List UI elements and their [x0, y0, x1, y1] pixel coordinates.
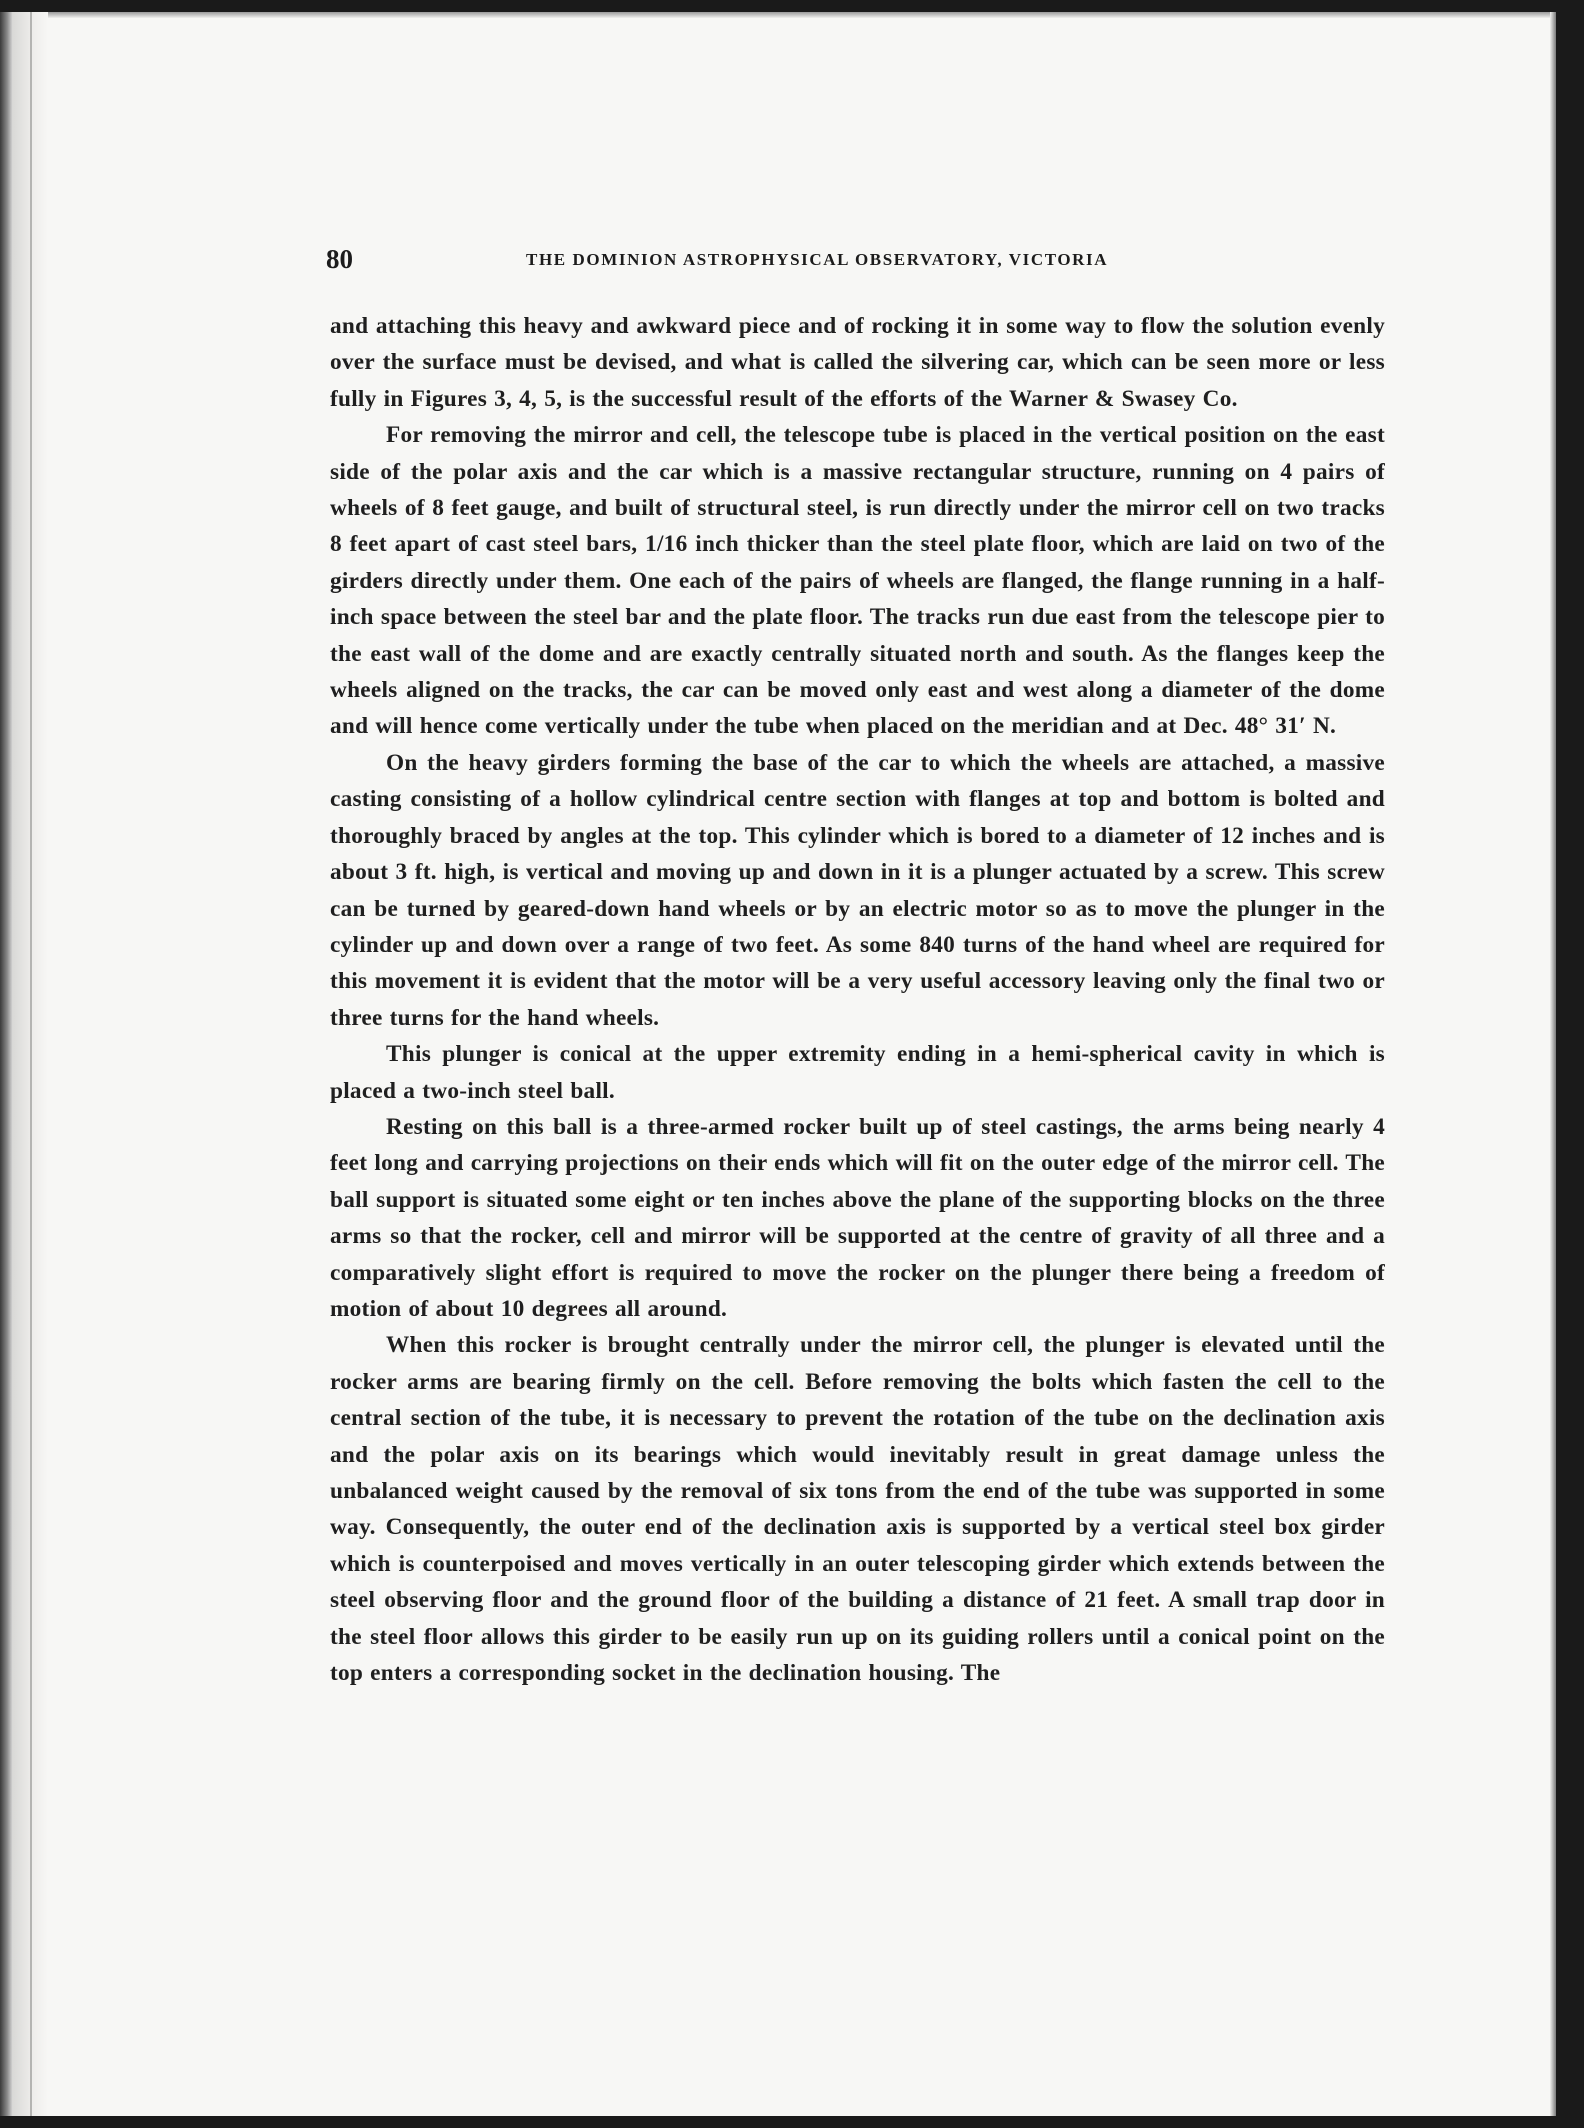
binding-shadow [0, 12, 12, 2116]
page-top-edge [0, 12, 1556, 18]
running-head: THE DOMINION ASTROPHYSICAL OBSERVATORY, VICTORIA [526, 250, 1109, 269]
page-number: 80 [326, 244, 353, 274]
gutter-line [30, 12, 32, 2116]
page-right-edge [1550, 12, 1556, 2116]
body-text [330, 308, 1385, 1691]
paragraph: and attaching this heavy and awkward piece and of rocking it in some way to flow the solution evenly over the surface must be devised, and what is called the silvering car, which can be seen more or less fully in Figures 3, 4, 5, is the successful result of the efforts of the Warner & Swasey Co. [330, 313, 1385, 412]
paragraph: This plunger is conical at the upper extremity ending in a hemi-spherical cavity in which is placed a two-inch steel ball. [330, 1041, 1385, 1104]
paragraph: Resting on this ball is a three-armed rocker built up of steel castings, the arms being nearly 4 feet long and carrying projections on their ends which will fit on the outer edge of the mirror cell. The ball support is situated some eight or ten inches above the plane of the supporting blocks on the three arms so that the rocker, cell and mirror will be supported at the centre of gravity of all three and a comparatively slight effort is required to move the rocker on the plunger there being a freedom of motion of about 10 degrees all around. [330, 1113, 1385, 1322]
paragraph: On the heavy girders forming the base of the car to which the wheels are attached, a massive casting consisting of a hollow cylindrical centre section with flanges at top and bottom is bolted and thoroughly braced by angles at the top. This cylinder which is bored to a diameter of 12 inches and is about 3 ft. high, is vertical and moving up and down in it is a plunger actuated by a screw. This screw can be turned by geared-down hand wheels or by an electric motor so as to move the plunger in the cylinder up and down over a range of two feet. As some 840 turns of the hand wheel are required for this movement it is evident that the motor will be a very useful accessory leaving only the final two or three turns for the hand wheels. [330, 749, 1385, 1031]
page-header [326, 242, 1386, 276]
paragraph: When this rocker is brought centrally under the mirror cell, the plunger is elevated until the rocker arms are bearing firmly on the cell. Before removing the bolts which fasten the cell to the central section of the tube, it is necessary to prevent the rotation of the tube on the declination axis and the polar axis on its bearings which would inevitably result in great damage unless the unbalanced weight caused by the removal of six tons from the end of the tube was supported in some way. Consequently, the outer end of the declination axis is supported by a vertical steel box girder which is counterpoised and moves vertically in an outer telescoping girder which extends between the steel observing floor and the ground floor of the building a distance of 21 feet. A small trap door in the steel floor allows this girder to be easily run up on its guiding rollers until a conical point on the top enters a corresponding socket in the declination housing. The [330, 1332, 1385, 1687]
paragraph: For removing the mirror and cell, the telescope tube is placed in the vertical position on the east side of the polar axis and the car which is a massive rectangular structure, running on 4 pairs of wheels of 8 feet gauge, and built of structural steel, is run directly under the mirror cell on two tracks 8 feet apart of cast steel bars, 1/16 inch thicker than the steel plate floor, which are laid on two of the girders directly under them. One each of the pairs of wheels are flanged, the flange running in a half-inch space between the steel bar and the plate floor. The tracks run due east from the telescope pier to the east wall of the dome and are exactly centrally situated north and south. As the flanges keep the wheels aligned on the tracks, the car can be moved only east and west along a diameter of the dome and will hence come vertically under the tube when placed on the meridian and at Dec. 48° 31′ N. [330, 422, 1385, 740]
